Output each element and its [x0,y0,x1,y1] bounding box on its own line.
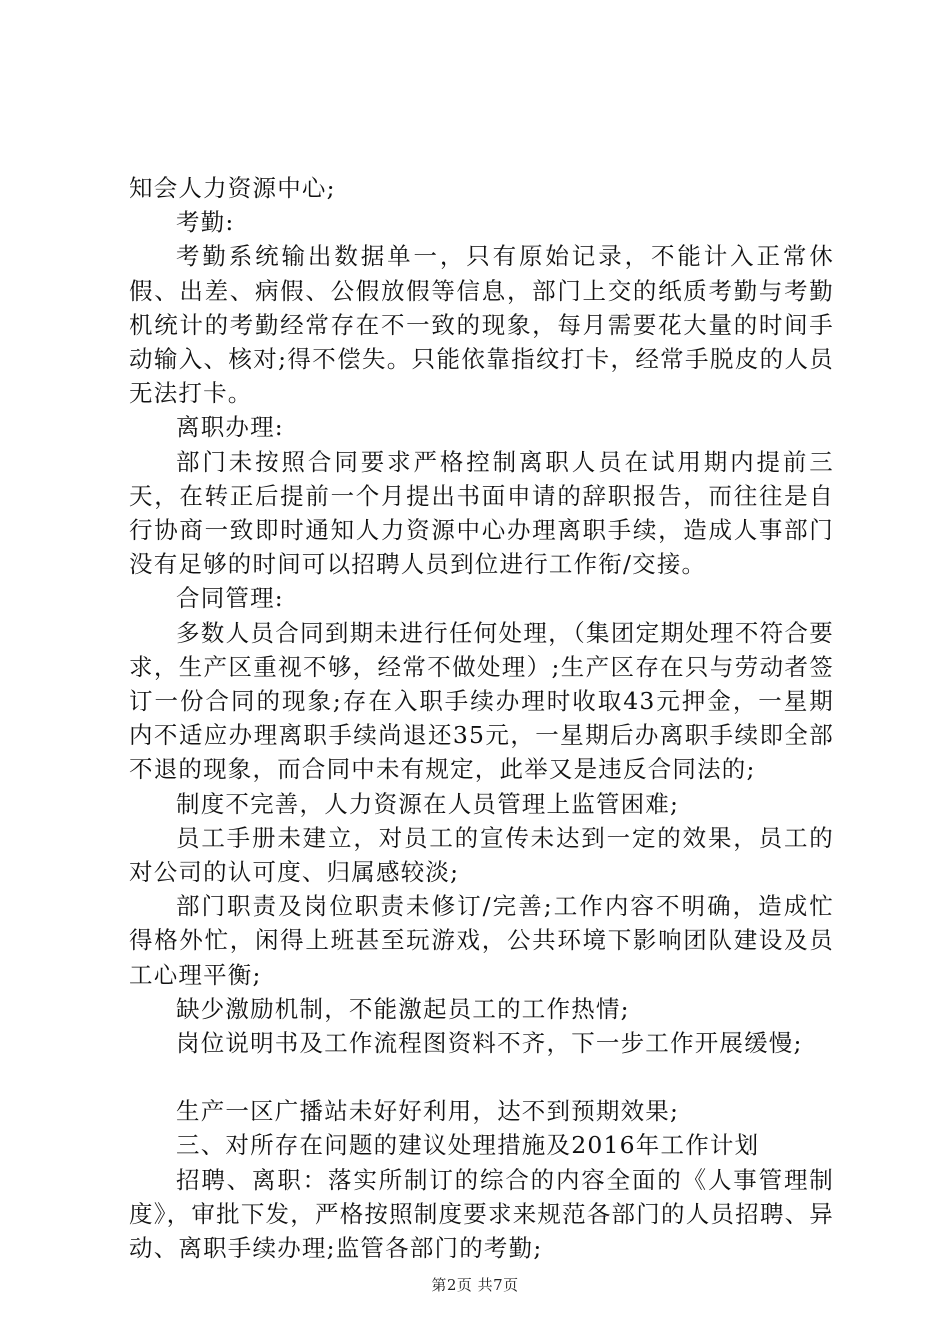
paragraph-duties: 部门职责及岗位职责未修订/完善;工作内容不明确，造成忙得格外忙，闲得上班甚至玩游戏，公共环境下影响团队建设及员工心理平衡; [129,892,834,989]
heading-resignation: 离职办理: [176,413,284,442]
paragraph-incentive: 缺少激励机制，不能激起员工的工作热情; [176,994,630,1023]
paragraph-resignation: 部门未按照合同要求严格控制离职人员在试用期内提前三天，在转正后提前一个月提出书面申请的辞职报告，而往往是自行协商一致即时通知人力资源中心办理离职手续，造成人事部门没有足够的时间可以招聘人员到位进行工作衔/交接。 [129,447,834,579]
paragraph-recruitment: 招聘、离职：落实所制订的综合的内容全面的《人事管理制度》，审批下发，严格按照制度要求来规范各部门的人员招聘、异动、离职手续办理;监管各部门的考勤; [129,1165,834,1263]
paragraph-attendance: 考勤系统输出数据单一，只有原始记录，不能计入正常休假、出差、病假、公假放假等信息，部门上交的纸质考勤与考勤机统计的考勤经常存在不一致的现象，每月需要花大量的时间手动输入、核对;得不偿失。只能依靠指纹打卡，经常手脱皮的人员无法打卡。 [129,242,834,408]
page-number-footer: 第2页 共7页 [431,1276,519,1294]
document-body [129,171,834,1265]
paragraph-continuation: 知会人力资源中心; [129,174,336,202]
paragraph-job-description: 岗位说明书及工作流程图资料不齐，下一步工作开展缓慢; [176,1029,803,1058]
paragraph-contract: 多数人员合同到期未进行任何处理，（集团定期处理不符合要求，生产区重视不够，经常不做处理）;生产区存在只与劳动者签订一份合同的现象;存在入职手续办理时收取43元押金，一星期内不适应办理离职手续尚退还35元，一星期后办离职手续即全部不退的现象，而合同中未有规定，此举又是违反合同法的; [129,618,834,784]
paragraph-system: 制度不完善，人力资源在人员管理上监管困难; [176,789,680,818]
section-heading-three: 三、对所存在问题的建议处理措施及2016年工作计划 [176,1131,760,1160]
paragraph-broadcast: 生产一区广播站未好好利用，达不到预期效果; [176,1097,680,1126]
heading-attendance: 考勤: [176,208,235,237]
paragraph-handbook: 员工手册未建立，对员工的宣传未达到一定的效果，员工的对公司的认可度、归属感较淡; [129,823,834,887]
heading-contract: 合同管理: [176,584,284,613]
